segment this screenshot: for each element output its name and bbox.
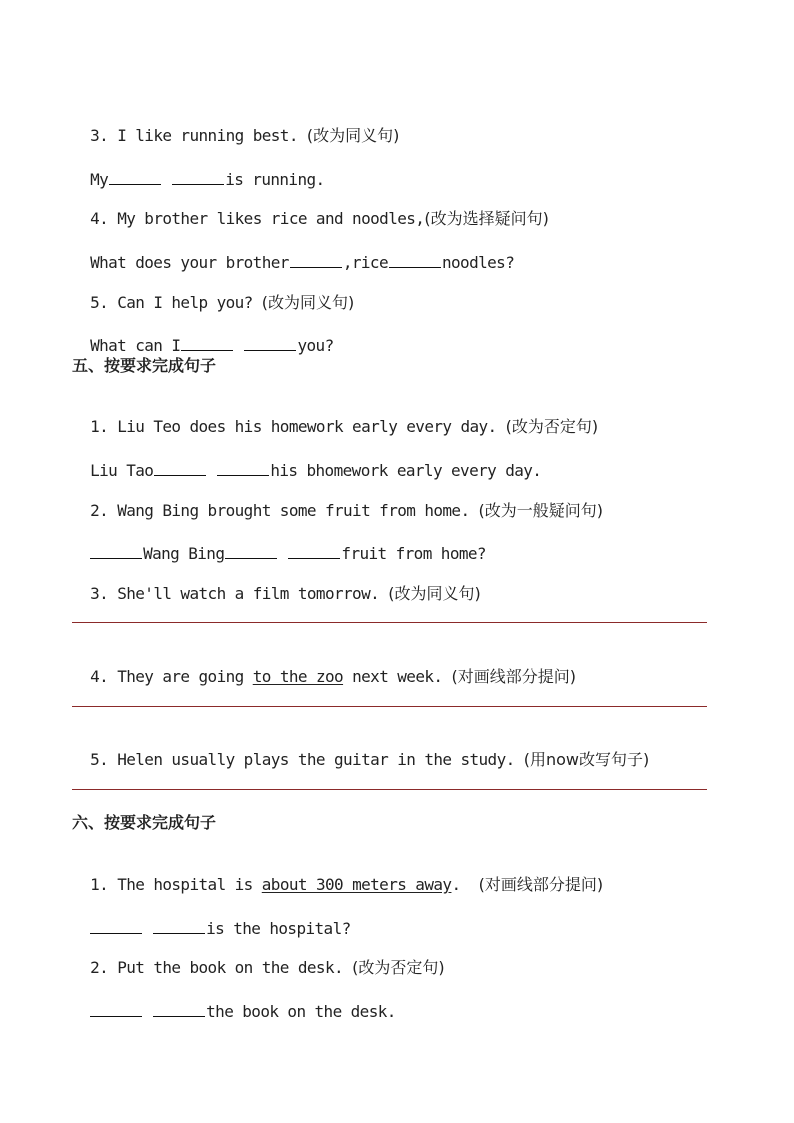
answer-blank[interactable] [389,251,441,268]
answer-prefix: Liu Tao [90,461,154,480]
answer-blank[interactable] [90,1000,142,1017]
question-instruction: (对画线部分提问) [478,875,604,894]
question-text: Can I help you? [117,293,253,312]
answer-blank[interactable] [290,251,342,268]
answer-6-2 [72,980,396,1022]
question-text: The hospital is [117,875,253,894]
question-number: 4. [90,209,109,228]
answer-blank[interactable] [225,542,277,559]
question-number: 3. [90,584,109,603]
answer-suffix: noodles? [441,253,515,272]
question-5-4 [72,647,576,687]
question-text: next week. [352,667,443,686]
question-text: Liu Teo does his homework early every day. [117,417,497,436]
question-number: 3. [90,126,109,145]
question-4-4 [72,189,549,229]
answer-blank[interactable] [244,334,296,351]
question-instruction: (对画线部分提问) [451,667,576,686]
answer-blank[interactable] [154,459,206,476]
answer-blank[interactable] [90,917,142,934]
answer-blank[interactable] [288,542,340,559]
answer-blank[interactable] [217,459,269,476]
question-text: My brother likes rice and noodles, [117,209,425,228]
question-instruction: (用now改写句子) [523,750,650,769]
answer-suffix: the book on the desk. [206,1002,396,1021]
answer-blank[interactable] [181,334,233,351]
answer-middle: ,rice [342,253,388,272]
question-6-1 [72,855,603,895]
question-number: 1. [90,417,109,436]
answer-5-2 [72,522,486,564]
question-instruction: (改为同义句) [261,293,355,312]
question-number: 2. [90,501,109,520]
question-text: Helen usually plays the guitar in the study. [117,750,515,769]
question-instruction: (改为否定句) [352,958,445,977]
question-instruction: (改为同义句) [306,126,400,145]
answer-5-1 [72,439,541,481]
underlined-phrase: about 300 meters away [261,875,452,894]
answer-4-3 [72,148,325,190]
answer-blank[interactable] [172,168,224,185]
question-text: They are going [117,667,244,686]
question-text: Put the book on the desk. [117,958,344,977]
question-instruction: (改为选择疑问句) [424,209,549,228]
question-5-2 [72,481,603,521]
section-heading-6: 六、按要求完成句子 [72,813,217,832]
answer-line[interactable] [72,622,707,623]
answer-middle: Wang Bing [143,544,225,563]
question-text: Wang Bing brought some fruit from home. [117,501,470,520]
question-text: She'll watch a film tomorrow. [117,584,380,603]
answer-4-5 [72,314,334,356]
answer-blank[interactable] [109,168,161,185]
answer-prefix: My [90,170,109,189]
question-5-1 [72,397,598,437]
question-number: 1. [90,875,109,894]
question-text: . [451,875,461,894]
question-instruction: (改为同义句) [388,584,481,603]
answer-4-4 [72,231,514,273]
answer-suffix: fruit from home? [341,544,486,563]
answer-blank[interactable] [153,1000,205,1017]
answer-6-1 [72,897,351,939]
underlined-phrase: to the zoo [252,667,344,686]
question-number: 2. [90,958,109,977]
question-5-5 [72,730,649,770]
question-number: 4. [90,667,109,686]
question-instruction: (改为否定句) [505,417,599,436]
question-text: I like running best. [117,126,298,145]
answer-suffix: is the hospital? [206,919,351,938]
answer-suffix: you? [297,336,334,355]
answer-blank[interactable] [90,542,142,559]
question-number: 5. [90,750,109,769]
section-heading-5: 五、按要求完成句子 [72,356,217,375]
question-6-2 [72,938,445,978]
question-instruction: (改为一般疑问句) [478,501,604,520]
answer-line[interactable] [72,789,707,790]
answer-blank[interactable] [153,917,205,934]
answer-suffix: his bhomework early every day. [270,461,542,480]
question-4-5 [72,273,354,313]
answer-prefix: What does your brother [90,253,289,272]
question-5-3 [72,564,481,604]
question-number: 5. [90,293,109,312]
answer-suffix: is running. [225,170,325,189]
answer-line[interactable] [72,706,707,707]
answer-prefix: What can I [90,336,181,355]
question-4-3 [72,106,399,146]
